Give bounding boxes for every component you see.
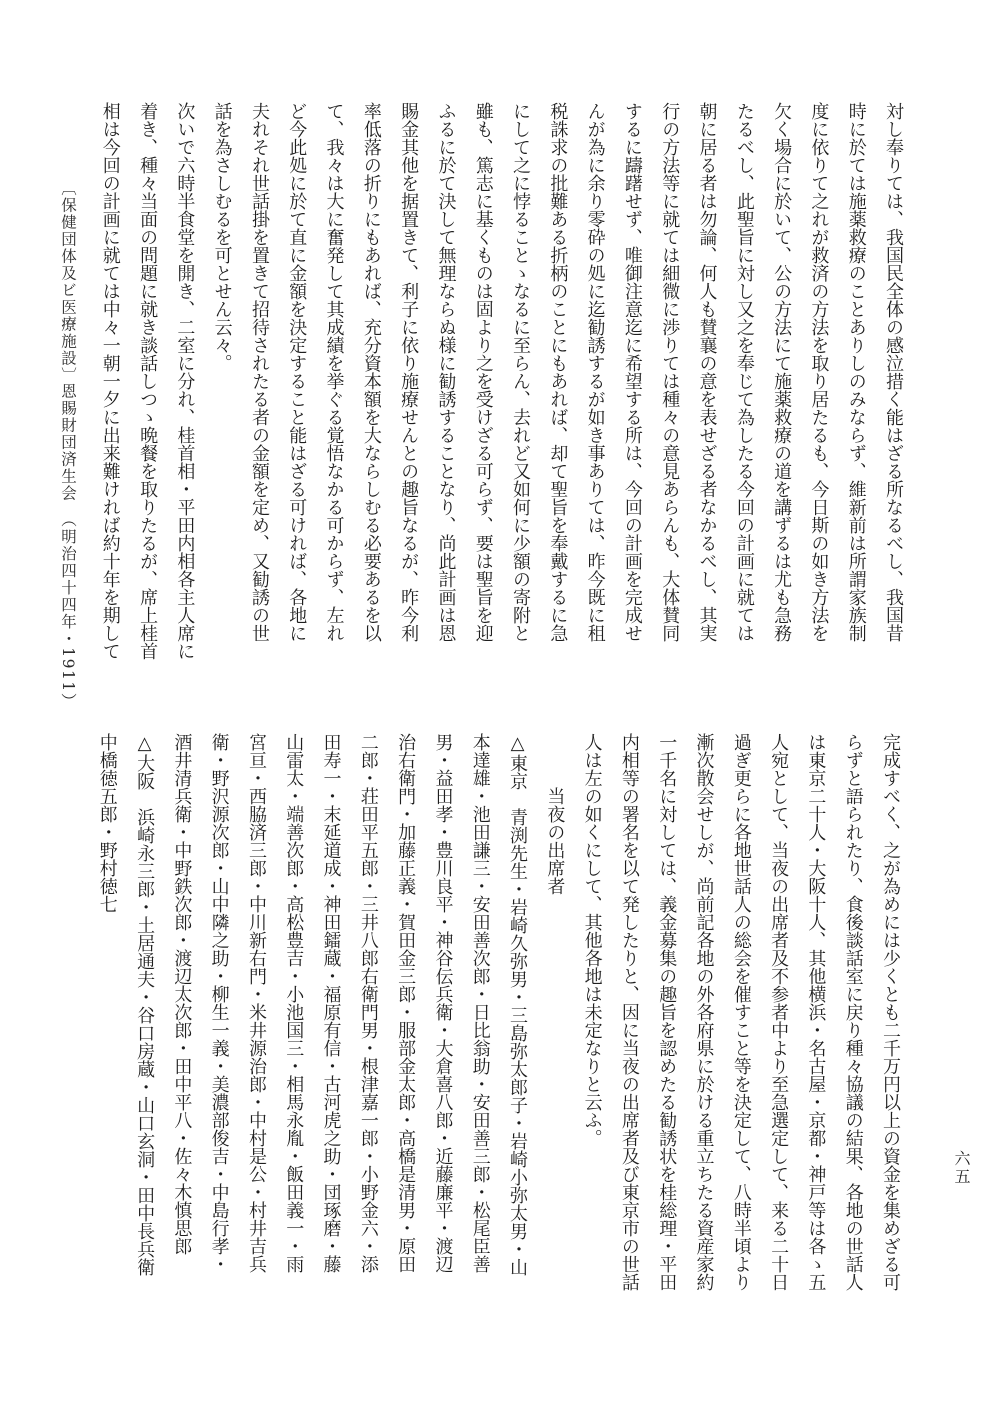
text-column: 相は今回の計画に就ては中々一朝一夕に出来難ければ約十年を期して	[99, 102, 121, 660]
text-column: 欠く場合に於いて、公の方法にて施薬救療の道を講ずるは尤も急務	[771, 102, 793, 642]
text-column: 衛・野沢源次郎・山中隣之助・柳生一義・美濃部俊吉・中島行孝・	[208, 733, 230, 1273]
text-column: 時に於ては施薬救療のことありしのみならず、維新前は所謂家族制	[845, 102, 867, 642]
text-column: 本達雄・池田謙三・安田善次郎・日比翁助・安田善三郎・松尾臣善	[469, 733, 491, 1273]
text-column: 着き、種々当面の問題に就き談話しつゝ晩餐を取りたるが、席上桂首	[137, 102, 159, 660]
text-column: 次いで六時半食堂を開き、二室に分れ、桂首相・平田内相各主人席に	[174, 102, 196, 660]
text-column: 一千名に対しては、義金募集の趣旨を認めたる勧誘状を桂総理・平田	[656, 733, 678, 1291]
text-column: △東京 青渕先生・岩崎久弥男・三島弥太郎子・岩崎小弥太男・山	[507, 733, 529, 1276]
running-header-section: 〔保健団体及ビ医療施設〕	[59, 180, 77, 384]
text-column: 漸次散会せしが、尚前記各地の外各府県に於ける重立ちたる資産家約	[693, 733, 715, 1291]
text-column: 話を為さしむるを可とせん云々。	[211, 102, 233, 372]
text-column: にして之に悖ることゝなるに至らん、去れど又如何に少額の寄附と	[510, 102, 532, 642]
text-column: 行の方法等に就ては細微に渉りては種々の意見あらんも、大体賛同	[659, 102, 681, 642]
text-column: 人宛として、当夜の出席者及不参者中より至急選定して、来る二十日	[768, 733, 790, 1291]
text-column: 朝に居る者は勿論、何人も賛襄の意を表せざる者なかるべし、其実	[696, 102, 718, 642]
text-column: たるべし、此聖旨に対し又之を奉じて為したる今回の計画に就ては	[733, 102, 755, 642]
text-column: 人は左の如くにして、其他各地は未定なりと云ふ。	[581, 733, 603, 1147]
text-column: 田寿一・末延道成・神田鐳蔵・福原有信・古河虎之助・団琢磨・藤	[320, 733, 342, 1273]
text-column: 税誅求の批難ある折柄のことにもあれば、却て聖旨を奉戴するに急	[547, 102, 569, 642]
text-column: ふるに於て決して無理ならぬ様に勧誘することなり、尚此計画は恩	[435, 102, 457, 642]
text-column: 賜金其他を据置きて、利子に依り施療せんとの趣旨なるが、昨今利	[398, 102, 420, 642]
text-column: 中橋徳五郎・野村徳七	[96, 733, 118, 913]
text-column: 治右衛門・加藤正義・賀田金三郎・服部金太郎・高橋是清男・原田	[395, 733, 417, 1273]
text-block-lower	[88, 733, 909, 1293]
text-column: は東京二十人・大阪十人、其他横浜・名古屋・京都・神戸等は各ゝ五	[805, 733, 827, 1291]
text-column: 内相等の署名を以て発したりと、因に当夜の出席者及び東京市の世話	[618, 733, 640, 1291]
text-column: △大阪 浜崎永三郎・土居通夫・谷口房蔵・山口玄洞・田中長兵衛	[134, 733, 156, 1276]
text-column: 男・益田孝・豊川良平・神谷伝兵衛・大倉喜八郎・近藤廉平・渡辺	[432, 733, 454, 1273]
text-column: 対し奉りては、我国民全体の感泣措く能はざる所なるべし、我国昔	[883, 102, 904, 642]
text-column: 雖も、篤志に基くものは固より之を受けざる可らず、要は聖旨を迎	[472, 102, 494, 642]
running-header-title: 恩賜財団済生会 （明治四十四年・1911）	[59, 383, 77, 710]
text-column: 二郎・荘田平五郎・三井八郎右衛門男・根津嘉一郎・小野金六・添	[357, 733, 379, 1273]
text-column: 山雷太・端善次郎・高松豊吉・小池国三・相馬永胤・飯田義一・雨	[283, 733, 305, 1273]
page-number: 六五	[952, 1150, 971, 1186]
text-column: 酒井清兵衛・中野鉄次郎・渡辺太次郎・田中平八・佐々木慎思郎	[171, 733, 193, 1255]
text-column: ど今此処に於て直に金額を決定すること能はざる可ければ、各地に	[286, 102, 308, 642]
text-column: んが為に余り零砕の処に迄勧誘するが如き事ありては、昨今既に租	[584, 102, 606, 642]
text-column: らずと語られたり、食後談話室に戻り種々協議の結果、各地の世話人	[842, 733, 864, 1291]
text-column: 夫れそれ世話掛を置きて招待されたる者の金額を定め、又勧誘の世	[248, 102, 270, 642]
text-column: 率低落の折りにもあれば、充分資本額を大ならしむる必要あるを以	[360, 102, 382, 642]
text-column: て、我々は大に奮発して其成績を挙ぐる覚悟なかる可からず、左れ	[323, 102, 345, 642]
section-heading: 当夜の出席者	[544, 787, 566, 895]
text-block-upper	[91, 102, 912, 662]
text-column: 過ぎ更らに各地世話人の総会を催すこと等を決定して、八時半頃より	[730, 733, 752, 1291]
text-column: 度に依りて之れが救済の方法を取り居たるも、今日斯の如き方法を	[808, 102, 830, 642]
text-column: するに躊躇せず、唯御注意迄に希望する所は、今回の計画を完成せ	[621, 102, 643, 642]
text-column: 宮亘・西脇済三郎・中川新右門・米井源治郎・中村是公・村井吉兵	[245, 733, 267, 1273]
text-column: 完成すべく、之が為めには少くとも二千万円以上の資金を集めざる可	[880, 733, 901, 1291]
